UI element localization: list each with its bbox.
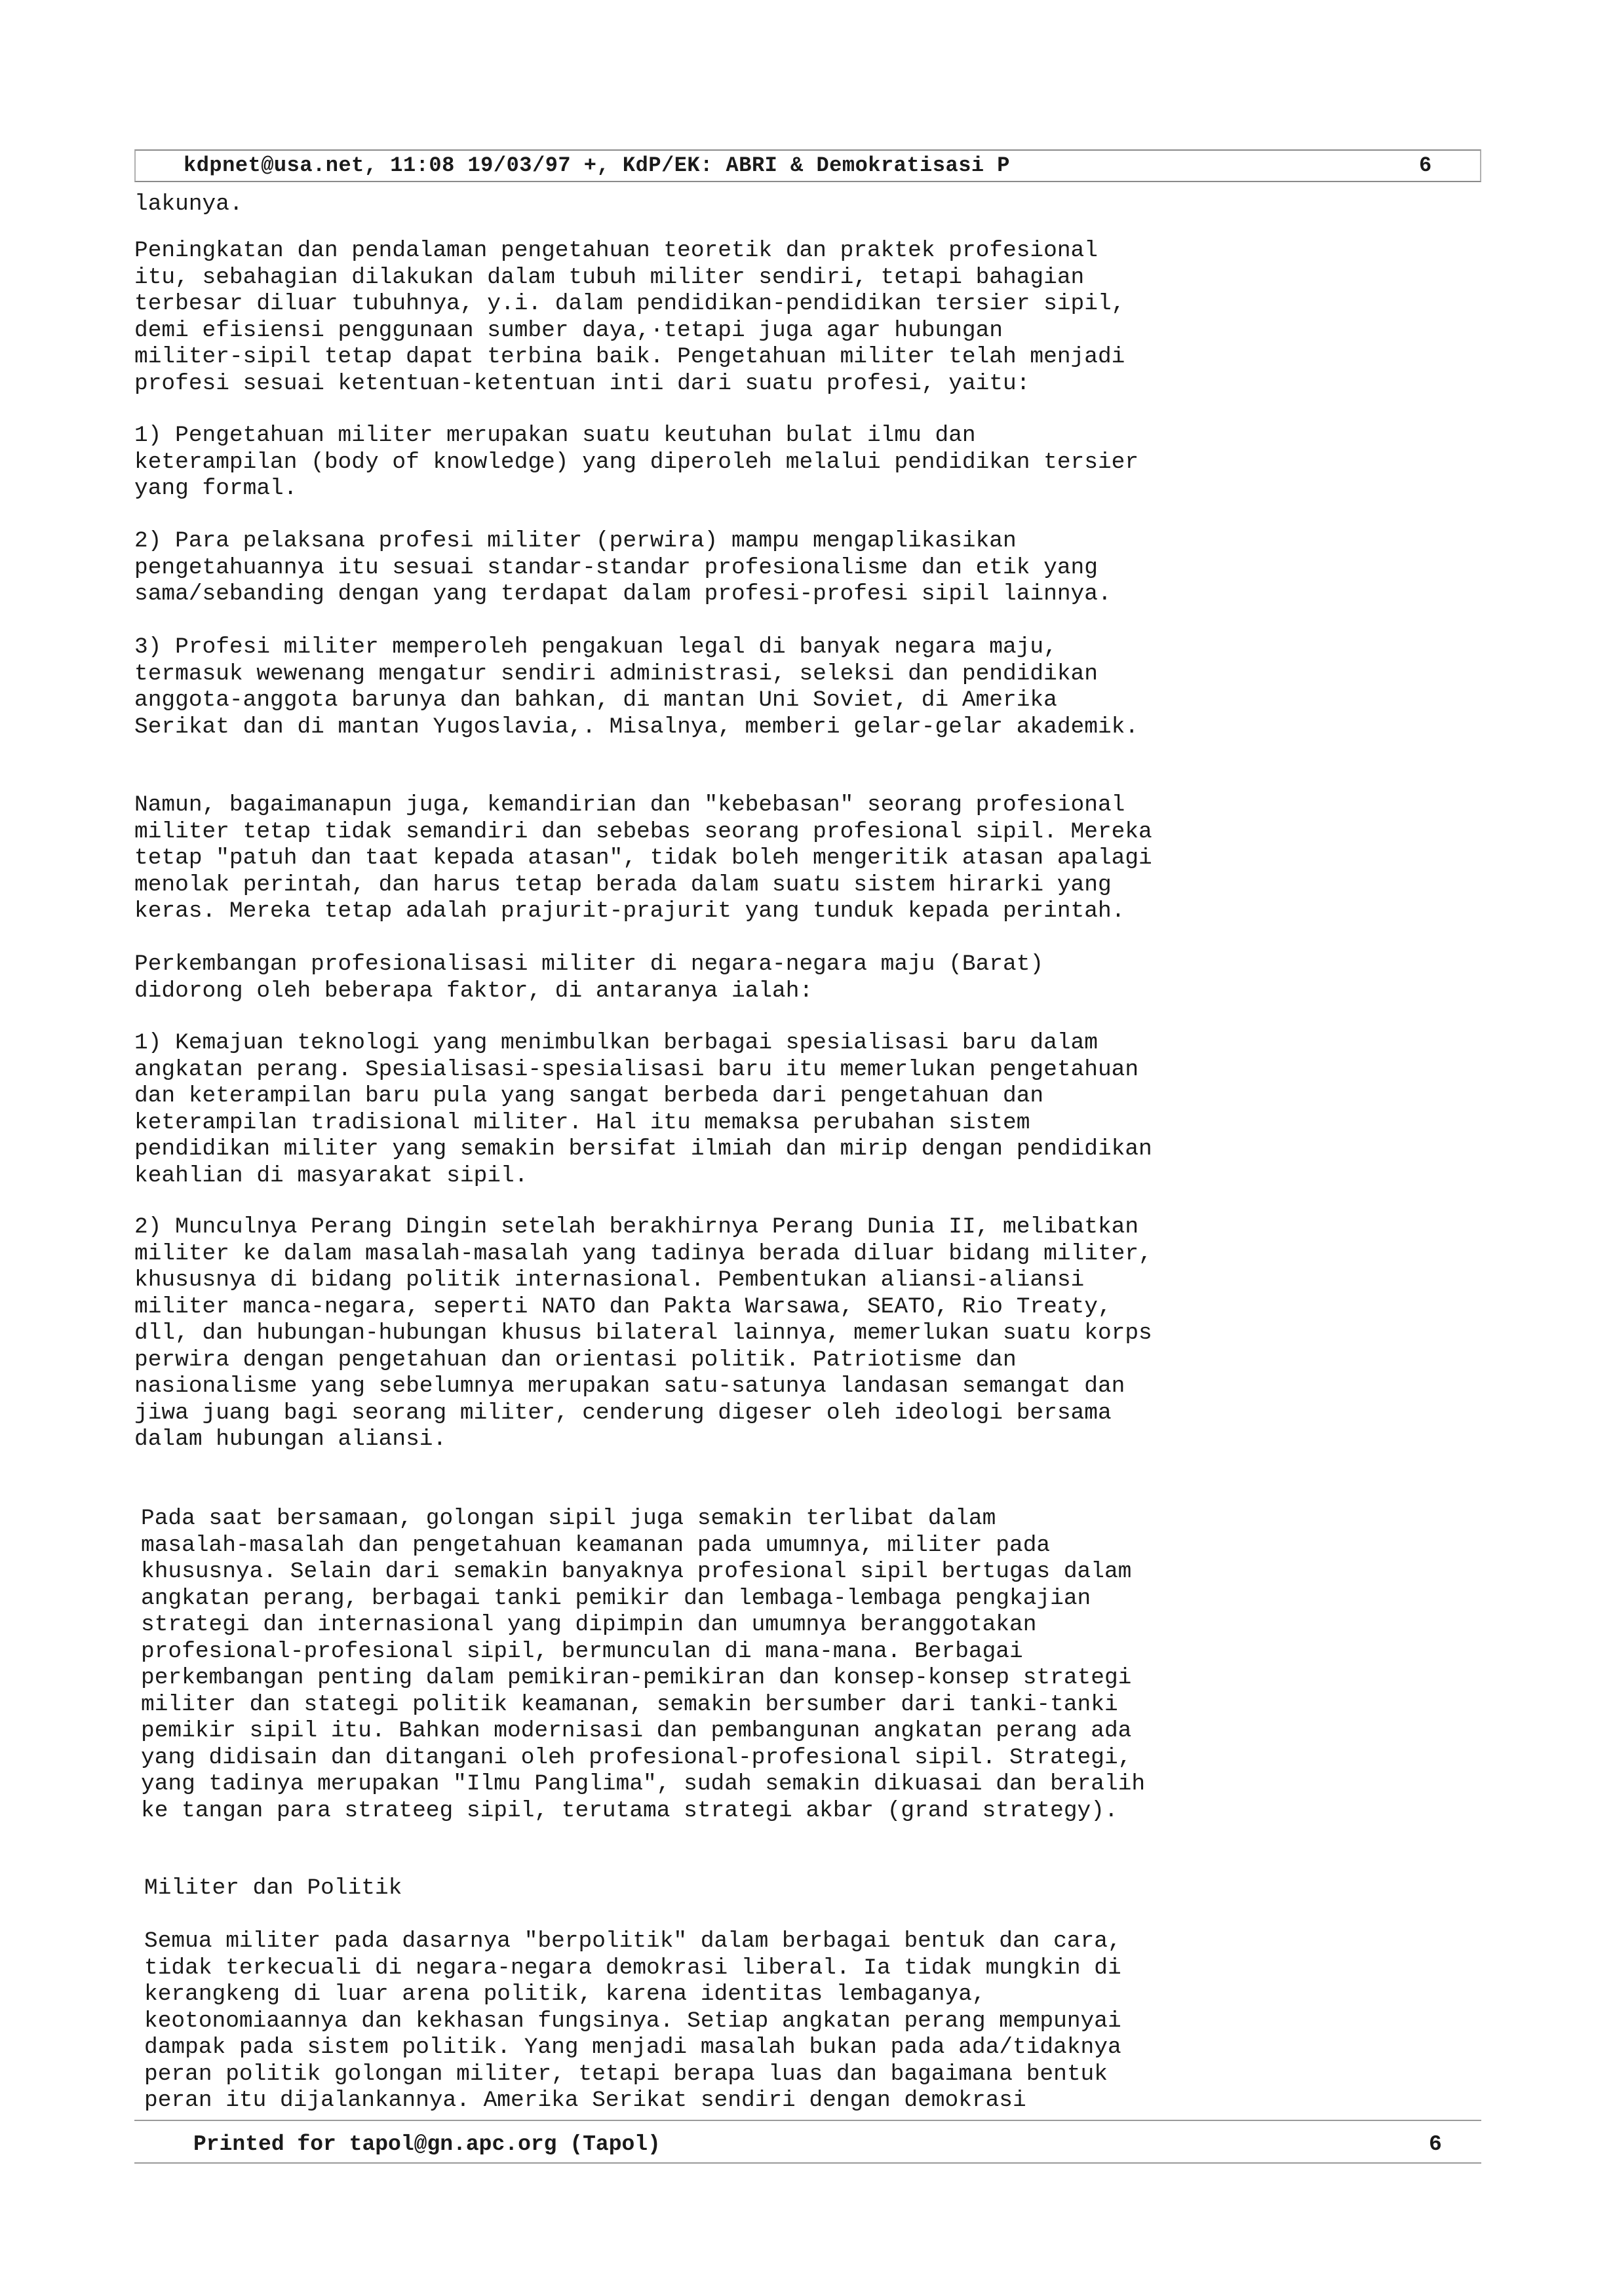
email-header-title: kdpnet@usa.net, 11:08 19/03/97 +, KdP/EK: ABRI & Demokratisasi P	[184, 153, 1010, 178]
paragraph-intro: Peningkatan dan pendalaman pengetahuan teoretik dan praktek profesional itu, sebahagian dilakukan dalam tubuh militer sendiri, tetapi bahagian terbesar diluar tubuhnya, y.i. dalam pendidikan-pendidikan tersier sipil, demi efisiensi penggunaan sumber daya,·tetapi juga agar hubungan militer-sipil tetap dapat terbina baik. Pengetahuan militer telah menjadi profesi sesuai ketentuan-ketentuan inti dari suatu profesi, yaitu:	[134, 238, 1125, 396]
list-item-2: 2) Para pelaksana profesi militer (perwira) mampu mengaplikasikan pengetahuannya itu sesuai standar-standar profesionalisme dan etik yang sama/sebanding dengan yang terdapat dalam profesi-profesi sipil lainnya.	[134, 528, 1112, 607]
footer-top-rule	[134, 2120, 1481, 2121]
footer-bottom-rule	[134, 2162, 1481, 2164]
paragraph-golongan-sipil: Pada saat bersamaan, golongan sipil juga semakin terlibat dalam masalah-masalah dan pengetahuan keamanan pada umumnya, militer pada khususnya. Selain dari semakin banyaknya profesional sipil bertugas dalam angkatan perang, berbagai tanki pemikir dan lembaga-lembaga pengkajian strategi dan internasional yang dipimpin dan umumnya beranggotakan profesional-profesional sipil, bermunculan di mana-mana. Berbagai perkembangan penting dalam pemikiran-pemikiran dan konsep-konsep strategi militer dan stategi politik keamanan, semakin bersumber dari tanki-tanki pemikir sipil itu. Bahkan modernisasi dan pembangunan angkatan perang ada yang didisain dan ditangani oleh profesional-profesional sipil. Strategi, yang tadinya merupakan "Ilmu Panglima", sudah semakin dikuasai dan beralih ke tangan para strateeg sipil, terutama strategi akbar (grand strategy).	[141, 1506, 1146, 1824]
factor-item-2: 2) Munculnya Perang Dingin setelah berakhirnya Perang Dunia II, melibatkan militer ke dalam masalah-masalah yang tadinya berada diluar bidang militer, khususnya di bidang politik internasional. Pembentukan aliansi-aliansi militer manca-negara, seperti NATO dan Pakta Warsawa, SEATO, Rio Treaty, dll, dan hubungan-hubungan khusus bilateral lainnya, memerlukan suatu korps perwira dengan pengetahuan dan orientasi politik. Patriotisme dan nasionalisme yang sebelumnya merupakan satu-satunya landasan semangat dan jiwa juang bagi seorang militer, cenderung digeser oleh ideologi bersama dalam hubungan aliansi.	[134, 1214, 1152, 1452]
paragraph-continuation: lakunya.	[134, 191, 243, 217]
footer-printed-for: Printed for tapol@gn.apc.org (Tapol)	[193, 2132, 661, 2156]
factor-item-1: 1) Kemajuan teknologi yang menimbulkan berbagai spesialisasi baru dalam angkatan perang. Spesialisasi-spesialisasi baru itu memerlukan pengetahuan dan keterampilan baru pula yang sangat berbeda dari pengetahuan dan keterampilan tradisional militer. Hal itu memaksa perubahan sistem pendidikan militer yang semakin bersifat ilmiah dan mirip dengan pendidikan keahlian di masyarakat sipil.	[134, 1030, 1152, 1189]
paragraph-politik: Semua militer pada dasarnya "berpolitik" dalam berbagai bentuk dan cara, tidak terkecuali di negara-negara demokrasi liberal. Ia tidak mungkin di kerangkeng di luar arena politik, karena identitas lembaganya, keotonomiaannya dan kekhasan fungsinya. Setiap angkatan perang mempunyai dampak pada sistem politik. Yang menjadi masalah bukan pada ada/tidaknya peran politik golongan militer, tetapi berapa luas dan bagaimana bentuk peran itu dijalankannya. Amerika Serikat sendiri dengan demokrasi	[144, 1928, 1121, 2113]
footer-page-number: 6	[1429, 2132, 1442, 2156]
paragraph-faktor: Perkembangan profesionalisasi militer di negara-negara maju (Barat) didorong oleh beberapa faktor, di antaranya ialah:	[134, 951, 1044, 1004]
section-heading: Militer dan Politik	[144, 1875, 402, 1901]
paragraph-kemandirian: Namun, bagaimanapun juga, kemandirian dan "kebebasan" seorang profesional militer tetap tidak semandiri dan sebebas seorang profesional sipil. Mereka tetap "patuh dan taat kepada atasan", tidak boleh mengeritik atasan apalagi menolak perintah, dan harus tetap berada dalam suatu sistem hirarki yang keras. Mereka tetap adalah prajurit-prajurit yang tunduk kepada perintah.	[134, 792, 1152, 924]
header-page-number: 6	[1419, 153, 1432, 178]
list-item-3: 3) Profesi militer memperoleh pengakuan legal di banyak negara maju, termasuk wewenang mengatur sendiri administrasi, seleksi dan pendidikan anggota-anggota barunya dan bahkan, di mantan Uni Soviet, di Amerika Serikat dan di mantan Yugoslavia,. Misalnya, memberi gelar-gelar akademik.	[134, 634, 1139, 740]
list-item-1: 1) Pengetahuan militer merupakan suatu keutuhan bulat ilmu dan keterampilan (body of knowledge) yang diperoleh melalui pendidikan tersier yang formal.	[134, 423, 1139, 501]
